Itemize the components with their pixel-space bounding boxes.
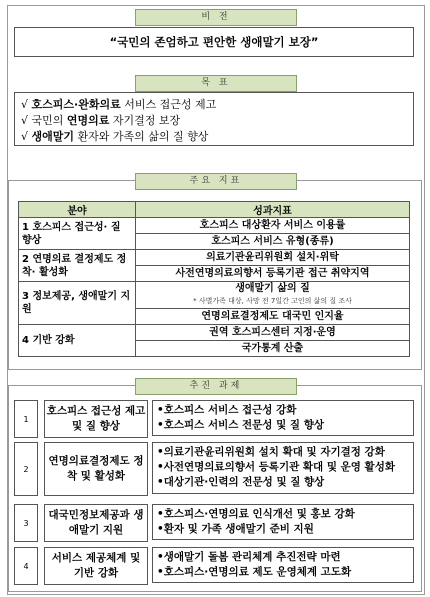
task-items <box>152 442 414 494</box>
task-item: •대상기관·인력의 전문성 및 질 향상 <box>157 476 325 488</box>
goals-box <box>14 92 414 146</box>
indicator-metric: 연명의료결정제도 대국민 인지율 <box>136 309 410 325</box>
indicator-metric: 의료기관윤리위원회 설치·위탁 <box>136 250 410 266</box>
goal-item-2: √ 국민의 연명의료 자기결정 보장 <box>21 114 181 127</box>
indicator-metric: 사전연명의료의향서 등록기관 접근 취약지역 <box>136 266 410 282</box>
task-number: 1 <box>14 400 38 438</box>
indicator-metric: 권역 호스피스센터 지정·운영 <box>136 325 410 341</box>
indicator-metric: 생애말기 삶의 질 <box>235 283 310 294</box>
task-name: 호스피스 접근성 제고 및 질 향상 <box>44 400 148 438</box>
indicator-area-1: 1 호스피스 접근성· 질 향상 <box>19 218 136 250</box>
task-number: 3 <box>14 504 38 542</box>
task-row-4 <box>14 547 414 583</box>
task-name: 연명의료결정제도 정착 및 활성화 <box>44 442 148 496</box>
task-row-1 <box>14 400 414 436</box>
indicators-title: 주요 지표 <box>135 173 297 190</box>
indicator-area-4: 4 기반 강화 <box>19 325 136 357</box>
task-item: •환자 및 가족 생애말기 준비 지원 <box>157 523 314 535</box>
task-item: •생애말기 돌봄 관리체계 추진전략 마련 <box>157 551 341 563</box>
task-items <box>152 547 414 583</box>
task-item: •사전연명의료의향서 등록기관 확대 및 운영 활성화 <box>157 461 395 473</box>
task-item: •호스피스·연명의료 인식개선 및 홍보 강화 <box>157 508 355 520</box>
tasks-title: 추진 과제 <box>135 378 297 395</box>
task-item: •호스피스 서비스 접근성 강화 <box>157 404 297 416</box>
indicator-metric: 호스피스 서비스 유형(종류) <box>136 234 410 250</box>
task-item: •의료기관윤리위원회 설치 확대 및 자기결정 강화 <box>157 446 385 458</box>
vision-text: “국민의 존엄하고 편안한 생애말기 보장” <box>109 35 319 49</box>
col-area-header: 분야 <box>19 202 136 218</box>
task-name: 서비스 제공체계 및 기반 강화 <box>44 547 148 585</box>
indicator-metric: 호스피스 대상환자 서비스 이용률 <box>136 218 410 234</box>
vision-box <box>14 27 414 57</box>
vision-title: 비 전 <box>135 9 297 26</box>
indicator-area-3: 3 정보제공, 생애말기 지원 <box>19 282 136 325</box>
task-item: •호스피스 서비스 전문성 및 질 향상 <box>157 419 324 431</box>
indicator-metric-cell <box>136 282 410 309</box>
goals-title: 목 표 <box>135 75 297 92</box>
task-row-2 <box>14 442 414 494</box>
goal-item-3: √ 생애말기 환자와 가족의 삶의 질 향상 <box>21 130 209 143</box>
goal-item-1: √ 호스피스·완화의료 서비스 접근성 제고 <box>21 98 217 111</box>
task-item: •호스피스·연명의료 제도 운영체계 고도화 <box>157 566 352 578</box>
task-items <box>152 504 414 540</box>
task-number: 4 <box>14 547 38 585</box>
indicators-table <box>18 201 410 357</box>
task-row-3 <box>14 504 414 540</box>
indicator-area-2: 2 연명의료 결정제도 정착· 활성화 <box>19 250 136 282</box>
task-items <box>152 400 414 436</box>
col-metric-header: 성과지표 <box>136 202 410 218</box>
task-name: 대국민정보제공과 생애말기 지원 <box>44 504 148 542</box>
task-number: 2 <box>14 442 38 496</box>
indicator-metric: 국가통계 산출 <box>136 341 410 357</box>
indicator-note: * 사별가족 대상, 사망 전 7일간 고인의 삶의 질 조사 <box>193 297 352 305</box>
